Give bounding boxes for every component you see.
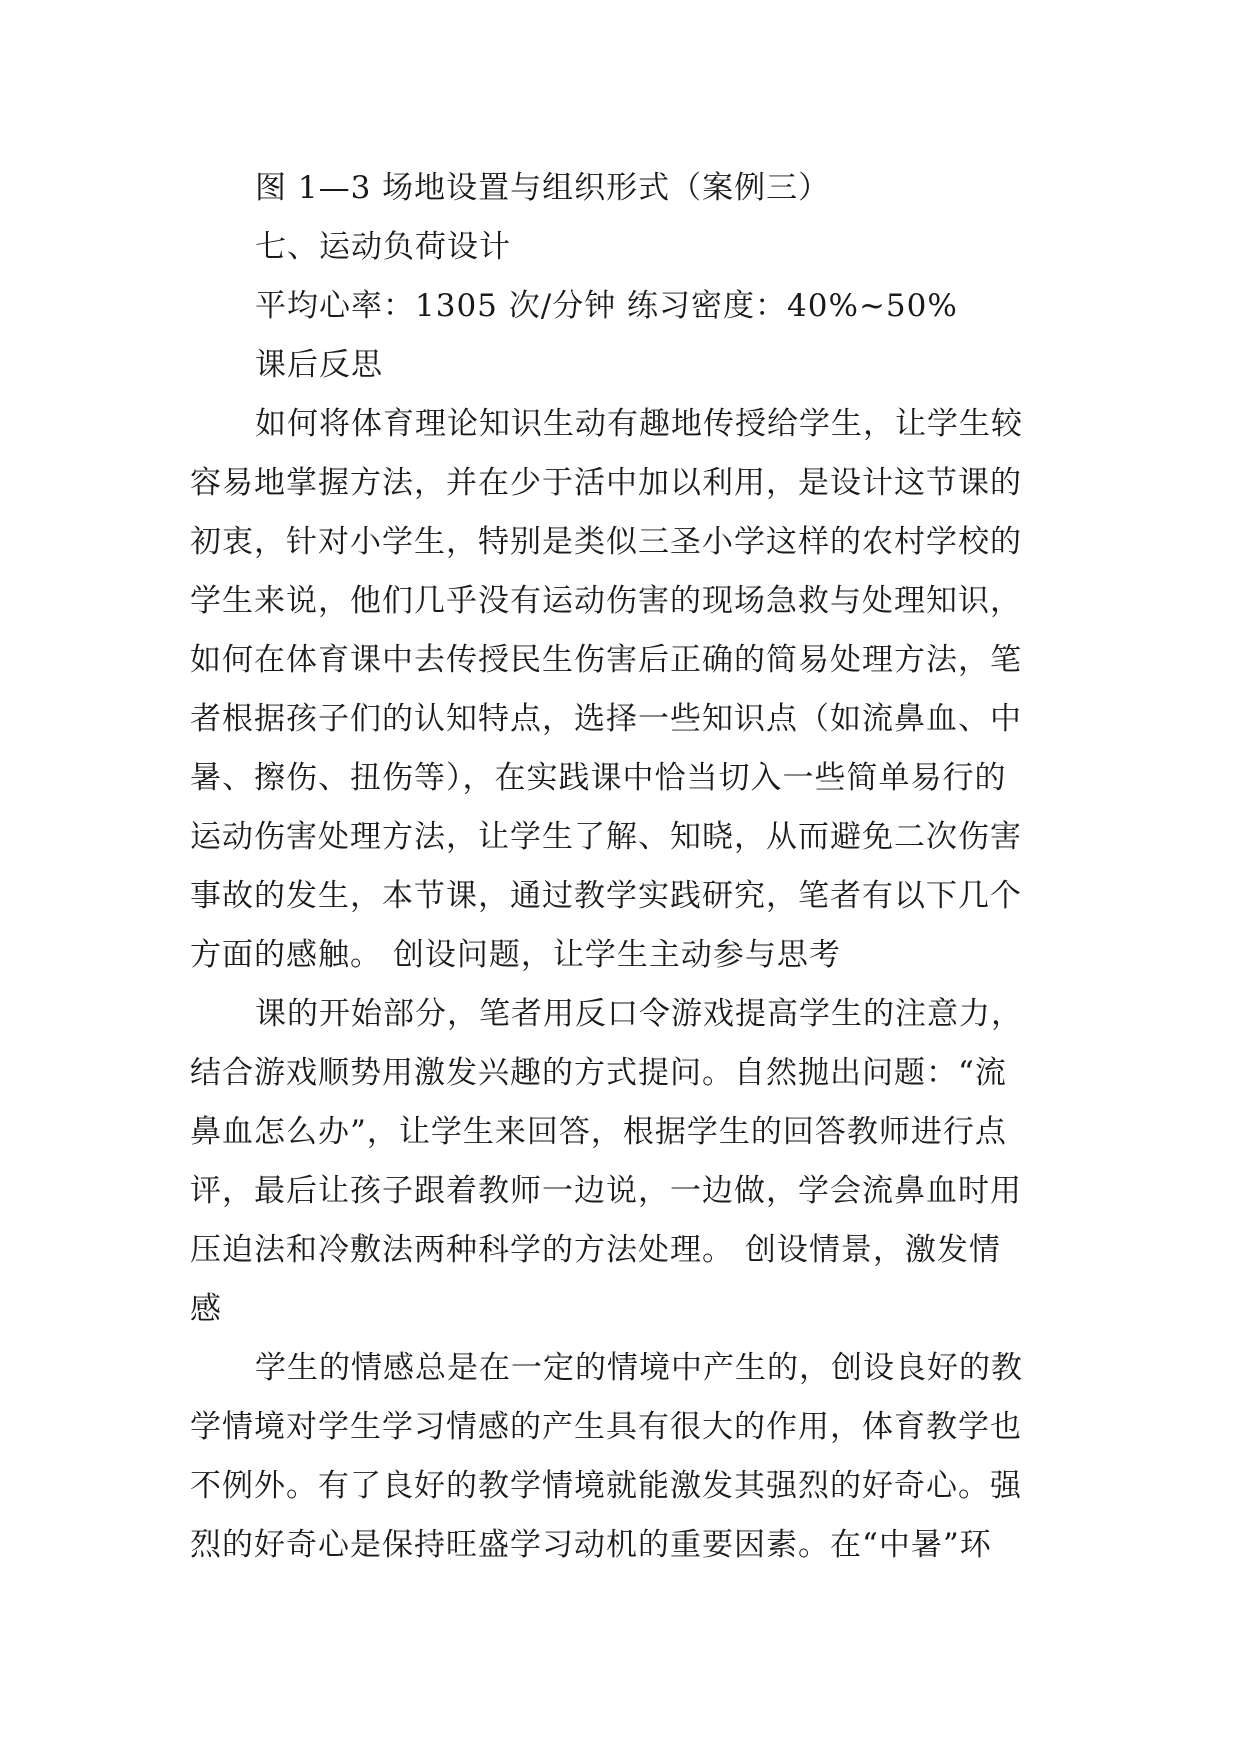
paragraph-line: 评，最后让孩子跟着教师一边说，一边做，学会流鼻血时用 <box>190 1173 1022 1209</box>
paragraph-line: 运动伤害处理方法，让学生了解、知晓，从而避免二次伤害 <box>190 819 1022 855</box>
paragraph-line: 容易地掌握方法，并在少于活中加以利用，是设计这节课的 <box>190 465 1022 501</box>
paragraph-line: 初衷，针对小学生，特别是类似三圣小学这样的农村学校的 <box>190 524 1022 560</box>
paragraph-line: 如何在体育课中去传授民生伤害后正确的简易处理方法，笔 <box>190 642 1022 678</box>
paragraph-line: 者根据孩子们的认知特点，选择一些知识点（如流鼻血、中 <box>190 701 1022 737</box>
paragraph-line: 学情境对学生学习情感的产生具有很大的作用，体育教学也 <box>190 1409 1022 1445</box>
paragraph-line: 方面的感触。 创设问题，让学生主动参与思考 <box>190 937 841 973</box>
figure-caption: 图 1—3 场地设置与组织形式（案例三） <box>255 170 831 206</box>
metrics-line: 平均心率：1305 次/分钟 练习密度：40%~50% <box>255 288 958 324</box>
paragraph-line: 烈的好奇心是保持旺盛学习动机的重要因素。在“中暑”环 <box>190 1527 992 1563</box>
paragraph-line: 感 <box>190 1291 222 1327</box>
paragraph-line: 暑、擦伤、扭伤等），在实践课中恰当切入一些简单易行的 <box>190 760 1007 796</box>
paragraph-line: 压迫法和冷敷法两种科学的方法处理。 创设情景，激发情 <box>190 1232 1001 1268</box>
paragraph-line: 事故的发生，本节课，通过教学实践研究，笔者有以下几个 <box>190 878 1022 914</box>
paragraph-line: 不例外。有了良好的教学情境就能激发其强烈的好奇心。强 <box>190 1468 1022 1504</box>
paragraph-line: 鼻血怎么办”，让学生来回答，根据学生的回答教师进行点 <box>190 1114 1007 1150</box>
paragraph-line: 学生的情感总是在一定的情境中产生的，创设良好的教 <box>255 1350 1023 1386</box>
paragraph-line: 学生来说，他们几乎没有运动伤害的现场急救与处理知识， <box>190 583 1022 619</box>
paragraph-line: 结合游戏顺势用激发兴趣的方式提问。自然抛出问题：“流 <box>190 1055 1007 1091</box>
paragraph-line: 如何将体育理论知识生动有趣地传授给学生，让学生较 <box>255 406 1023 442</box>
section-heading: 课后反思 <box>255 347 383 383</box>
section-heading: 七、运动负荷设计 <box>255 229 511 265</box>
paragraph-line: 课的开始部分，笔者用反口令游戏提高学生的注意力， <box>255 996 1023 1032</box>
